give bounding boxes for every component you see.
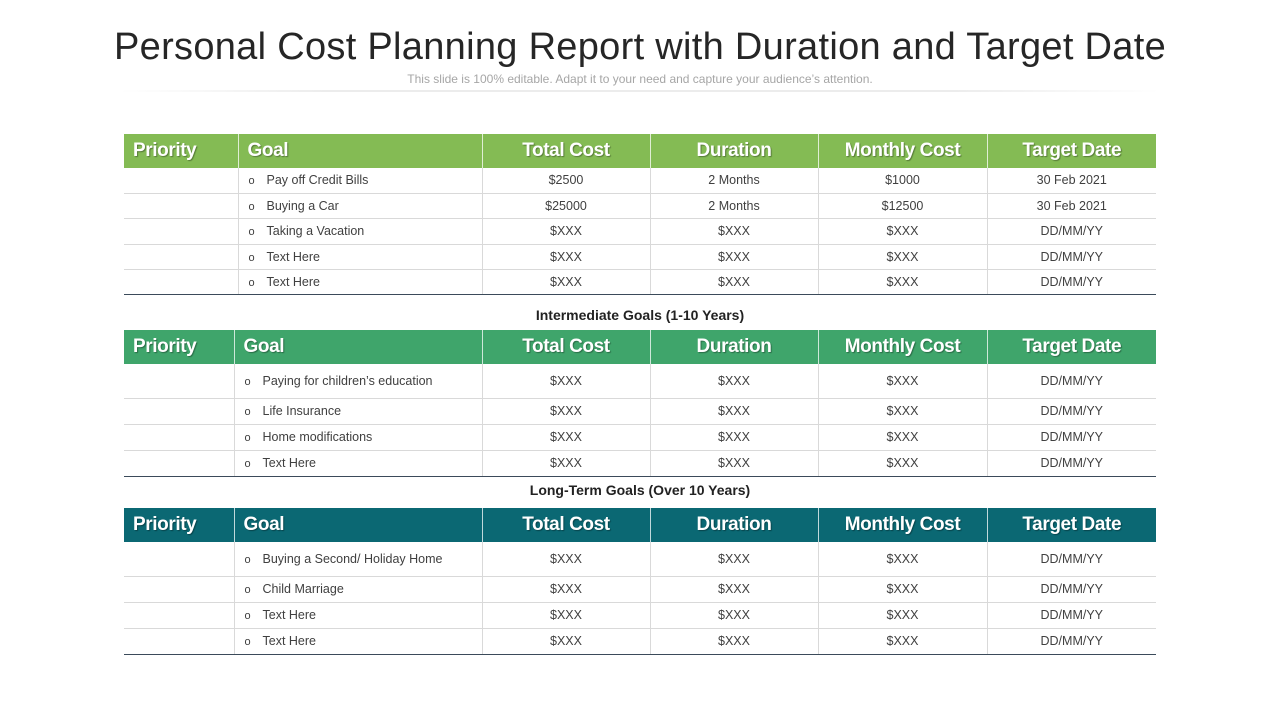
goal-text: Text Here	[262, 456, 316, 470]
table-row	[124, 364, 1156, 398]
header-priority: Priority	[124, 330, 234, 364]
goal-cell	[238, 168, 482, 193]
target-date-cell: DD/MM/YY	[987, 424, 1156, 450]
long-term-goals-section	[124, 508, 1156, 655]
goal-text: Text Here	[262, 634, 316, 648]
monthly-cost-cell: $XXX	[818, 364, 987, 398]
goal-cell	[234, 576, 482, 602]
priority-cell	[124, 542, 234, 576]
duration-cell: $XXX	[650, 364, 818, 398]
header-target-date: Target Date	[987, 330, 1156, 364]
priority-cell	[124, 424, 234, 450]
total-cost-cell: $XXX	[482, 450, 650, 476]
table-header-row	[124, 134, 1156, 168]
header-total-cost: Total Cost	[482, 508, 650, 542]
duration-cell: $XXX	[650, 602, 818, 628]
table-row	[124, 168, 1156, 193]
intermediate-goals-heading: Intermediate Goals (1-10 Years)	[535, 307, 745, 323]
table-header-row	[124, 330, 1156, 364]
total-cost-cell: $XXX	[482, 602, 650, 628]
total-cost-cell: $XXX	[482, 219, 650, 244]
target-date-cell: DD/MM/YY	[987, 542, 1156, 576]
bullet-icon: o	[248, 251, 255, 264]
priority-cell	[124, 602, 234, 628]
monthly-cost-cell: $XXX	[818, 424, 987, 450]
bullet-icon: o	[244, 375, 251, 388]
bullet-icon: o	[244, 553, 251, 566]
goal-cell	[238, 244, 482, 269]
target-date-cell: DD/MM/YY	[987, 270, 1156, 295]
page-title: Personal Cost Planning Report with Duration and Target Date	[113, 26, 1167, 68]
bullet-icon: o	[244, 406, 251, 418]
table-row	[124, 602, 1156, 628]
header-target-date: Target Date	[987, 508, 1156, 542]
intermediate-goals-section	[124, 330, 1156, 477]
goal-cell	[234, 398, 482, 424]
table-row	[124, 398, 1156, 424]
monthly-cost-cell: $XXX	[818, 576, 987, 602]
priority-cell	[124, 270, 238, 295]
priority-cell	[124, 450, 234, 476]
goal-cell	[234, 364, 482, 398]
table-row	[124, 424, 1156, 450]
total-cost-cell: $XXX	[482, 364, 650, 398]
duration-cell: 2 Months	[650, 168, 818, 193]
goal-text: Buying a Car	[266, 199, 339, 214]
duration-cell: $XXX	[650, 542, 818, 576]
priority-cell	[124, 398, 234, 424]
bullet-icon: o	[244, 610, 251, 622]
duration-cell: $XXX	[650, 576, 818, 602]
bullet-icon: o	[244, 432, 251, 444]
monthly-cost-cell: $1000	[818, 168, 987, 193]
bullet-icon: o	[244, 584, 251, 596]
header-priority: Priority	[124, 508, 234, 542]
bullet-icon: o	[248, 175, 255, 188]
header-monthly-cost: Monthly Cost	[818, 508, 987, 542]
monthly-cost-cell: $XXX	[818, 602, 987, 628]
target-date-cell: 30 Feb 2021	[987, 193, 1156, 218]
header-goal: Goal	[234, 330, 482, 364]
goal-cell	[234, 424, 482, 450]
total-cost-cell: $XXX	[482, 244, 650, 269]
short-term-goals-table	[124, 134, 1156, 295]
target-date-cell: 30 Feb 2021	[987, 168, 1156, 193]
duration-cell: $XXX	[650, 244, 818, 269]
header-goal: Goal	[234, 508, 482, 542]
monthly-cost-cell: $XXX	[818, 628, 987, 654]
bullet-icon: o	[244, 458, 251, 470]
header-goal: Goal	[238, 134, 482, 168]
total-cost-cell: $2500	[482, 168, 650, 193]
intermediate-goals-table	[124, 330, 1156, 477]
duration-cell: $XXX	[650, 450, 818, 476]
goal-text: Paying for children’s education	[262, 373, 433, 388]
target-date-cell: DD/MM/YY	[987, 219, 1156, 244]
goal-text: Child Marriage	[262, 582, 344, 596]
goal-text: Taking a Vacation	[266, 224, 365, 239]
priority-cell	[124, 576, 234, 602]
duration-cell: $XXX	[650, 398, 818, 424]
target-date-cell: DD/MM/YY	[987, 450, 1156, 476]
monthly-cost-cell: $XXX	[818, 244, 987, 269]
total-cost-cell: $XXX	[482, 270, 650, 295]
goal-cell	[234, 628, 482, 654]
bullet-icon: o	[248, 277, 255, 290]
goal-cell	[238, 193, 482, 218]
header-total-cost: Total Cost	[482, 330, 650, 364]
total-cost-cell: $XXX	[482, 424, 650, 450]
total-cost-cell: $25000	[482, 193, 650, 218]
monthly-cost-cell: $XXX	[818, 542, 987, 576]
table-row	[124, 450, 1156, 476]
total-cost-cell: $XXX	[482, 398, 650, 424]
monthly-cost-cell: $XXX	[818, 450, 987, 476]
goal-text: Buying a Second/ Holiday Home	[262, 551, 443, 566]
table-row	[124, 576, 1156, 602]
total-cost-cell: $XXX	[482, 542, 650, 576]
total-cost-cell: $XXX	[482, 576, 650, 602]
goal-text: Life Insurance	[262, 404, 342, 418]
page-subtitle: This slide is 100% editable. Adapt it to your need and capture your audience’s attention.	[407, 72, 873, 86]
priority-cell	[124, 219, 238, 244]
goal-cell	[234, 542, 482, 576]
monthly-cost-cell: $XXX	[818, 270, 987, 295]
goal-text: Text Here	[262, 608, 316, 622]
goal-cell	[238, 219, 482, 244]
table-row	[124, 270, 1156, 295]
total-cost-cell: $XXX	[482, 628, 650, 654]
goal-text: Text Here	[266, 275, 320, 290]
header-duration: Duration	[650, 134, 818, 168]
duration-cell: $XXX	[650, 219, 818, 244]
table-row	[124, 244, 1156, 269]
priority-cell	[124, 244, 238, 269]
priority-cell	[124, 364, 234, 398]
header-priority: Priority	[124, 134, 238, 168]
target-date-cell: DD/MM/YY	[987, 244, 1156, 269]
short-term-goals-section	[124, 134, 1156, 295]
header-target-date: Target Date	[987, 134, 1156, 168]
long-term-goals-table	[124, 508, 1156, 655]
bullet-icon: o	[248, 226, 255, 239]
header-monthly-cost: Monthly Cost	[818, 134, 987, 168]
duration-cell: $XXX	[650, 424, 818, 450]
table-row	[124, 628, 1156, 654]
table-row	[124, 219, 1156, 244]
header-total-cost: Total Cost	[482, 134, 650, 168]
priority-cell	[124, 193, 238, 218]
target-date-cell: DD/MM/YY	[987, 398, 1156, 424]
monthly-cost-cell: $XXX	[818, 219, 987, 244]
priority-cell	[124, 628, 234, 654]
table-header-row	[124, 508, 1156, 542]
header-monthly-cost: Monthly Cost	[818, 330, 987, 364]
goal-cell	[234, 602, 482, 628]
target-date-cell: DD/MM/YY	[987, 364, 1156, 398]
goal-cell	[234, 450, 482, 476]
table-row	[124, 193, 1156, 218]
duration-cell: $XXX	[650, 270, 818, 295]
header-duration: Duration	[650, 330, 818, 364]
long-term-goals-heading: Long-Term Goals (Over 10 Years)	[529, 482, 751, 498]
goal-text: Home modifications	[262, 430, 373, 444]
target-date-cell: DD/MM/YY	[987, 602, 1156, 628]
goal-cell	[238, 270, 482, 295]
bullet-icon: o	[244, 636, 251, 648]
monthly-cost-cell: $12500	[818, 193, 987, 218]
goal-text: Pay off Credit Bills	[266, 173, 369, 188]
goal-text: Text Here	[266, 249, 320, 264]
priority-cell	[124, 168, 238, 193]
header-duration: Duration	[650, 508, 818, 542]
duration-cell: $XXX	[650, 628, 818, 654]
target-date-cell: DD/MM/YY	[987, 576, 1156, 602]
bullet-icon: o	[248, 201, 255, 214]
title-divider	[120, 90, 1160, 92]
monthly-cost-cell: $XXX	[818, 398, 987, 424]
table-row	[124, 542, 1156, 576]
target-date-cell: DD/MM/YY	[987, 628, 1156, 654]
duration-cell: 2 Months	[650, 193, 818, 218]
